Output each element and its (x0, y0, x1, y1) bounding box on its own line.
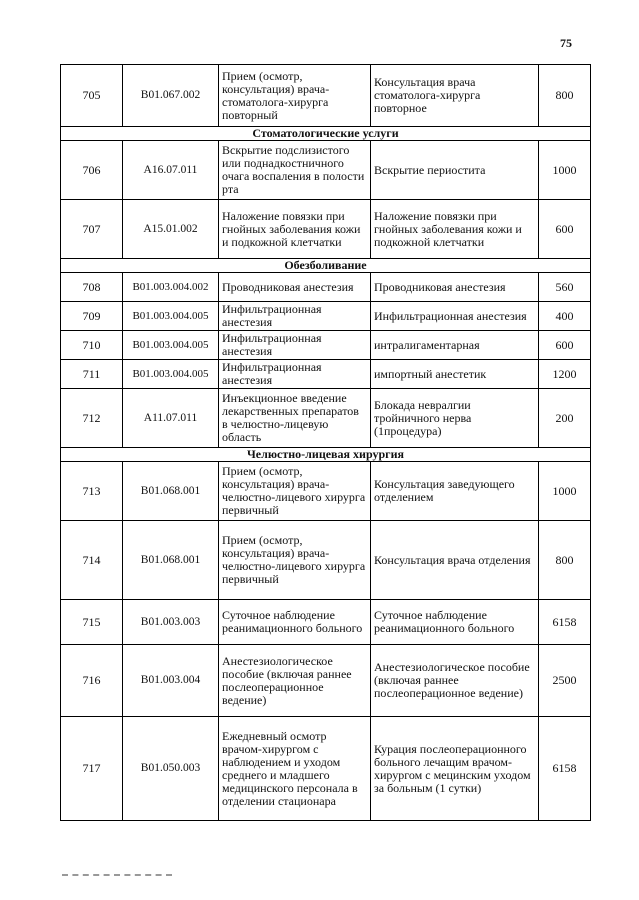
service-name: Суточное наблюдение реанимационного больного (219, 600, 371, 645)
table-row (61, 389, 591, 448)
row-number: 707 (61, 200, 123, 259)
service-code: A11.07.011 (123, 389, 219, 448)
row-number: 716 (61, 645, 123, 717)
service-description: Курация послеоперационного больного лечащим врачом-хирургом с мецинским уходом за больным (1 сутки) (371, 717, 539, 821)
table-row (61, 65, 591, 127)
section-title: Обезболивание (61, 259, 591, 273)
service-description: Блокада невралгии тройничного нерва (1процедура) (371, 389, 539, 448)
service-name: Вскрытие подслизистого или поднадкостничного очага воспаления в полости рта (219, 141, 371, 200)
table-row (61, 331, 591, 360)
table-row (61, 717, 591, 821)
row-number: 710 (61, 331, 123, 360)
service-name: Инъекционное введение лекарственных препаратов в челюстно-лицевую область (219, 389, 371, 448)
service-code: B01.067.002 (123, 65, 219, 127)
service-name: Инфильтрационная анестезия (219, 331, 371, 360)
row-number: 714 (61, 521, 123, 600)
service-description: импортный анестетик (371, 360, 539, 389)
table-row (61, 600, 591, 645)
row-number: 712 (61, 389, 123, 448)
service-price: 600 (539, 200, 591, 259)
service-name: Инфильтрационная анестезия (219, 302, 371, 331)
service-description: Суточное наблюдение реанимационного больного (371, 600, 539, 645)
table-row (61, 302, 591, 331)
table-row (61, 462, 591, 521)
service-price: 800 (539, 65, 591, 127)
section-row (61, 127, 591, 141)
section-title: Челюстно-лицевая хирургия (61, 448, 591, 462)
service-code: A16.07.011 (123, 141, 219, 200)
service-code: B01.068.001 (123, 462, 219, 521)
row-number: 715 (61, 600, 123, 645)
service-price: 800 (539, 521, 591, 600)
service-name: Прием (осмотр, консультация) врача-челюстно-лицевого хирурга первичный (219, 521, 371, 600)
footer-dashed-line (62, 874, 172, 876)
service-price: 6158 (539, 600, 591, 645)
service-code: B01.003.003 (123, 600, 219, 645)
price-table (60, 64, 591, 821)
service-price: 6158 (539, 717, 591, 821)
service-name: Прием (осмотр, консультация) врача-стоматолога-хирурга повторный (219, 65, 371, 127)
service-price: 1200 (539, 360, 591, 389)
service-code: B01.003.004.005 (123, 331, 219, 360)
section-title: Стоматологические услуги (61, 127, 591, 141)
service-price: 400 (539, 302, 591, 331)
service-price: 1000 (539, 462, 591, 521)
table-row (61, 200, 591, 259)
service-code: B01.003.004.005 (123, 302, 219, 331)
service-code: B01.003.004 (123, 645, 219, 717)
service-code: B01.050.003 (123, 717, 219, 821)
page-number: 75 (560, 36, 572, 50)
service-description: Консультация врача стоматолога-хирурга повторное (371, 65, 539, 127)
row-number: 706 (61, 141, 123, 200)
table-row (61, 521, 591, 600)
service-description: интралигаментарная (371, 331, 539, 360)
service-code: B01.068.001 (123, 521, 219, 600)
service-description: Инфильтрационная анестезия (371, 302, 539, 331)
service-price: 600 (539, 331, 591, 360)
row-number: 711 (61, 360, 123, 389)
service-name: Анестезиологическое пособие (включая раннее послеоперационное ведение) (219, 645, 371, 717)
service-price: 200 (539, 389, 591, 448)
service-name: Ежедневный осмотр врачом-хирургом с наблюдением и уходом среднего и младшего медицинского персонала в отделении стационара (219, 717, 371, 821)
service-name: Инфильтрационная анестезия (219, 360, 371, 389)
table-row (61, 273, 591, 302)
table-row (61, 645, 591, 717)
service-name: Проводниковая анестезия (219, 273, 371, 302)
service-price: 560 (539, 273, 591, 302)
service-description: Консультация заведующего отделением (371, 462, 539, 521)
section-row (61, 259, 591, 273)
service-code: B01.003.004.002 (123, 273, 219, 302)
service-description: Вскрытие периостита (371, 141, 539, 200)
service-price: 2500 (539, 645, 591, 717)
table-row (61, 141, 591, 200)
service-name: Прием (осмотр, консультация) врача-челюстно-лицевого хирурга первичный (219, 462, 371, 521)
row-number: 708 (61, 273, 123, 302)
row-number: 717 (61, 717, 123, 821)
service-description: Анестезиологическое пособие (включая раннее послеоперационное ведение) (371, 645, 539, 717)
service-description: Проводниковая анестезия (371, 273, 539, 302)
service-name: Наложение повязки при гнойных заболевания кожи и подкожной клетчатки (219, 200, 371, 259)
service-description: Наложение повязки при гнойных заболевания кожи и подкожной клетчатки (371, 200, 539, 259)
row-number: 705 (61, 65, 123, 127)
service-price: 1000 (539, 141, 591, 200)
service-code: A15.01.002 (123, 200, 219, 259)
row-number: 709 (61, 302, 123, 331)
service-description: Консультация врача отделения (371, 521, 539, 600)
table-row (61, 360, 591, 389)
service-code: B01.003.004.005 (123, 360, 219, 389)
section-row (61, 448, 591, 462)
row-number: 713 (61, 462, 123, 521)
